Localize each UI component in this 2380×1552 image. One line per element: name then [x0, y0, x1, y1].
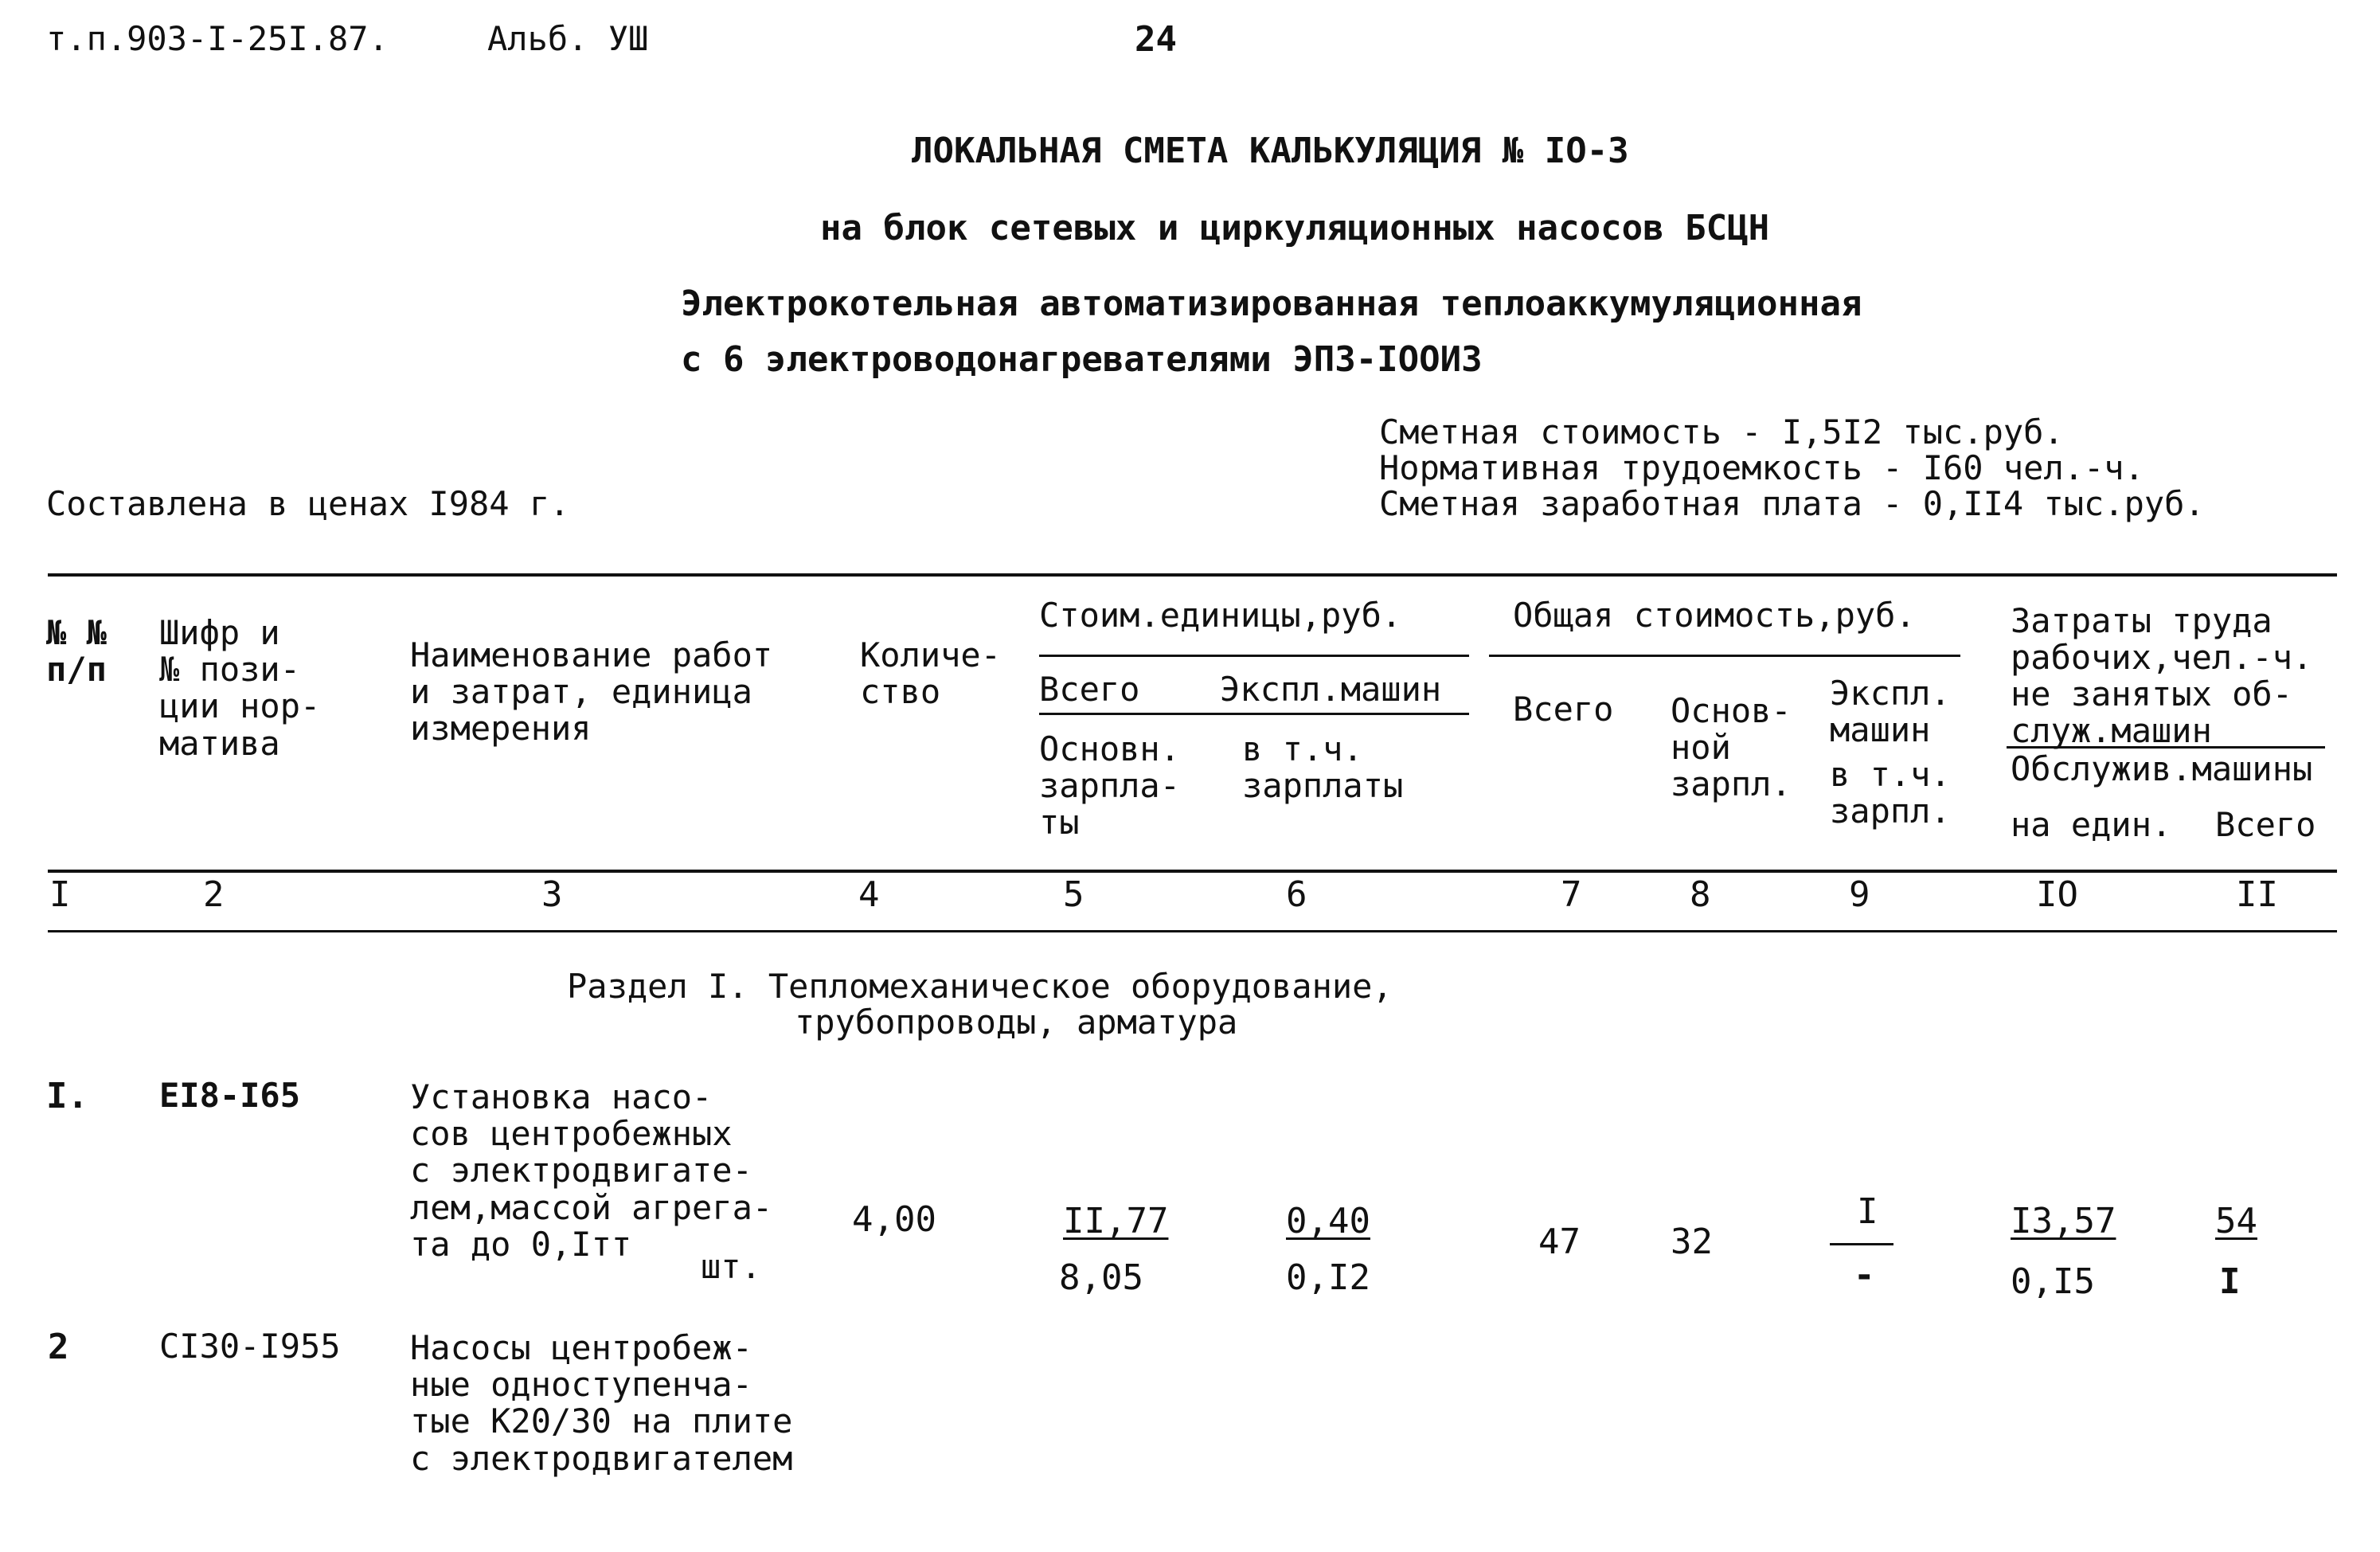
summary-wages: Сметная заработная плата - 0,II4 тыс.руб. [1379, 484, 2205, 523]
row-quantity: 4,00 [852, 1199, 936, 1240]
row-total-machine-wages: - [1854, 1255, 1875, 1296]
col-group-labor: Затраты труда рабочих,чел.-ч. не занятых об- [2011, 601, 2313, 714]
row-total-machines: I [1857, 1191, 1878, 1232]
total-cost-group-rule [1489, 655, 1960, 657]
col-header-unit-wages: Основн. зарпла- ты [1039, 729, 1181, 842]
col-header-unit-machines: Экспл.машин [1220, 670, 1442, 709]
col-header-unit-total: Всего [1039, 670, 1140, 709]
row-code: CI30-I955 [159, 1327, 341, 1366]
col-header-code: Шифр и № пози- ции нор- матива [159, 613, 321, 763]
prices-note: Составлена в ценах I984 г. [46, 484, 570, 523]
section-subtitle: трубопроводы, арматура [795, 1003, 1238, 1042]
col-group-unit-cost: Стоим.единицы,руб. [1039, 596, 1402, 635]
column-number: 7 [1561, 874, 1582, 915]
col-header-labor-total: Всего [2215, 805, 2316, 844]
row-total: 47 [1538, 1222, 1581, 1262]
estimate-title: ЛОКАЛЬНАЯ СМЕТА КАЛЬКУЛЯЦИЯ № IO-3 [912, 131, 1629, 171]
header-bottom-rule [48, 870, 2337, 873]
row-number: 2 [48, 1327, 69, 1367]
column-number: I [49, 874, 71, 915]
column-number: II [2236, 874, 2278, 915]
row-name: Установка насо- сов центробежных с электродвигате- лем,массой агрега- та до 0,Iтт [410, 1077, 773, 1264]
col-header-labor-unit: на един. [2011, 805, 2172, 844]
column-number: 8 [1690, 874, 1711, 915]
page-number: 24 [1135, 19, 1177, 60]
col-header-labor-unserviced: служ.машин [2011, 711, 2212, 750]
row-total-machines-fraction-rule [1830, 1243, 1893, 1245]
col-header-total-machine-wages: в т.ч. зарпл. [1830, 755, 1951, 831]
column-number: 2 [203, 874, 225, 915]
col-header-labor-serviced: Обслужив.машины [2011, 749, 2313, 788]
row-unit-machine-wages: 0,I2 [1286, 1257, 1370, 1298]
row-labor-unit-top: I3,57 [2011, 1201, 2116, 1241]
col-header-name: Наименование работ и затрат, единица измерения [410, 635, 773, 749]
row-code: EI8-I65 [159, 1076, 301, 1115]
row-labor-unit-bottom: 0,I5 [2011, 1261, 2095, 1302]
section-title: Раздел I. Тепломеханическое оборудование, [567, 967, 1393, 1006]
doc-code: т.п.903-I-25I.87. [46, 19, 389, 58]
row-unit-wages: 8,05 [1059, 1257, 1143, 1298]
column-number: 3 [541, 874, 563, 915]
col-header-total: Всего [1513, 690, 1614, 729]
row-name: Насосы центробеж- ные одноступенча- тые К20/30 на плите с электродвигателем [410, 1328, 793, 1478]
summary-cost: Сметная стоимость - I,5I2 тыс.руб. [1379, 412, 2064, 452]
col-header-total-wages: Основ- ной зарпл. [1671, 691, 1792, 804]
album-label: Альб. УШ [487, 19, 649, 58]
col-header-unit-machine-wages: в т.ч. зарплаты [1242, 729, 1404, 806]
row-unit-machines: 0,40 [1286, 1201, 1370, 1241]
column-number: 6 [1286, 874, 1307, 915]
column-number: 4 [858, 874, 880, 915]
column-numbers-rule [48, 930, 2337, 932]
object-subtitle: с 6 электроводонагревателями ЭПЗ-IOOИЗ [681, 339, 1483, 380]
row-labor-total-bottom: I [2219, 1261, 2241, 1302]
column-number: IO [2036, 874, 2078, 915]
row-number: I. [46, 1076, 88, 1116]
row-unit: шт. [701, 1247, 761, 1286]
col-header-num: № № п/п [46, 613, 107, 690]
object-title: Электрокотельная автоматизированная теплоаккумуляционная [681, 283, 1862, 324]
unit-cost-group-rule [1039, 655, 1469, 657]
summary-labor: Нормативная трудоемкость - I60 чел.-ч. [1379, 448, 2144, 487]
unit-cost-sub-rule [1039, 713, 1469, 715]
row-labor-total-top: 54 [2215, 1201, 2257, 1241]
col-group-total-cost: Общая стоимость,руб. [1513, 596, 1916, 635]
row-total-wages: 32 [1671, 1222, 1713, 1262]
row-unit-total: II,77 [1063, 1201, 1169, 1241]
estimate-subtitle: на блок сетевых и циркуляционных насосов БСЦН [820, 208, 1770, 248]
col-header-total-machines: Экспл. машин [1830, 674, 1951, 750]
table-top-rule [48, 573, 2337, 577]
column-number: 9 [1849, 874, 1870, 915]
column-number: 5 [1063, 874, 1084, 915]
col-header-quantity: Количе- ство [860, 635, 1002, 712]
